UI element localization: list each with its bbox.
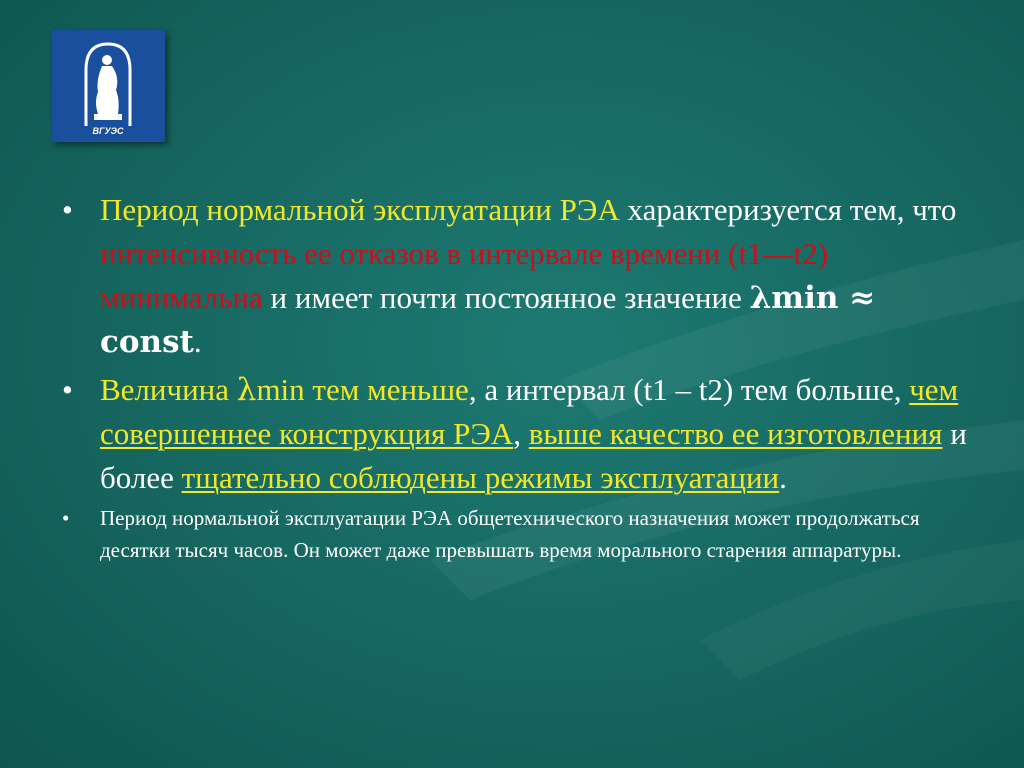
text-segment: , [513, 416, 529, 451]
bullet-duration [56, 502, 976, 566]
text-segment: и более [100, 416, 967, 495]
formula-lambda-min: λmin ≈ const [100, 280, 876, 360]
university-logo [52, 30, 165, 142]
bullet-dot: • [62, 192, 73, 227]
lambda-symbol: λ [236, 372, 257, 408]
term-failure-intensity: интенсивность ее отказов в интервале времени (t1—t2) минимальна [100, 236, 829, 315]
text-segment: и имеет почти постоянное значение [262, 280, 750, 315]
bullet-lambda-min [56, 368, 976, 500]
term-period: Период нормальной эксплуатации РЭА [100, 192, 620, 227]
text-segment: , а интервал (t1 – t2) тем больше, [468, 372, 910, 407]
underlined-operating-modes: тщательно соблюдены режимы эксплуатации [181, 460, 780, 495]
bullet-dot: • [62, 506, 70, 530]
text-segment: min тем меньше [256, 372, 469, 407]
text-segment: Величина [100, 372, 237, 407]
text-segment: Период нормальной эксплуатации РЭА общетехнического назначения может продолжаться десятки тысяч часов. Он может даже превышать время морального старения аппаратуры. [100, 506, 920, 562]
underlined-manufacturing-quality: выше качество ее изготовления [528, 416, 943, 451]
logo-text: ВГУЭС [92, 126, 124, 136]
bullet-dot: • [62, 372, 73, 407]
text-segment: характеризуется тем, что [619, 192, 957, 227]
text-segment: . [193, 324, 202, 359]
bullet-normal-operation [56, 188, 976, 364]
statue-emblem-icon [52, 30, 165, 142]
underlined-construction: чем совершеннее конструкция РЭА [100, 372, 959, 451]
text-segment: . [779, 460, 787, 495]
slide-content [56, 188, 976, 566]
